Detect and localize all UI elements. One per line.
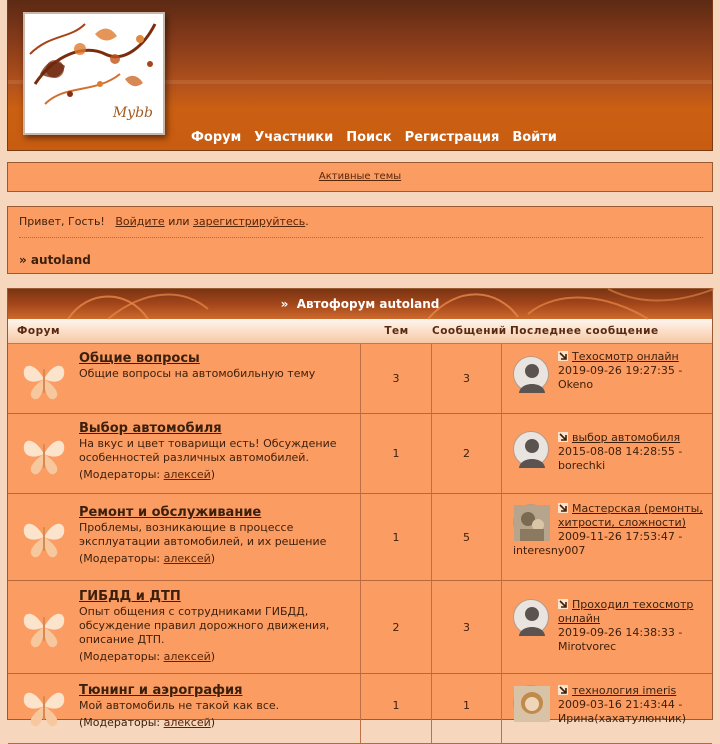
forum-cell bbox=[8, 344, 361, 413]
category-header bbox=[8, 289, 712, 319]
last-post-cell bbox=[502, 674, 712, 743]
last-post-link[interactable]: Техосмотр онлайн bbox=[572, 350, 679, 363]
greeting-dot: . bbox=[305, 215, 309, 228]
last-post-cell bbox=[502, 581, 712, 673]
last-post-user[interactable]: interesny007 bbox=[513, 544, 586, 557]
moderators-label: (Модераторы: bbox=[79, 552, 164, 565]
or-text: или bbox=[168, 215, 190, 228]
col-topics: Тем bbox=[384, 325, 409, 337]
forum-description: Общие вопросы на автомобильную тему bbox=[79, 367, 316, 380]
category-arrows-icon: » bbox=[280, 297, 297, 311]
new-post-arrow-icon[interactable] bbox=[558, 351, 568, 361]
posts-count: 5 bbox=[432, 494, 502, 580]
last-post-user[interactable]: Mirotvorec bbox=[558, 640, 617, 653]
moderators-line: (Модераторы: алексей) bbox=[79, 552, 216, 565]
moderator-link[interactable]: алексей bbox=[163, 716, 211, 729]
last-post-user[interactable]: Okeno bbox=[558, 378, 594, 391]
welcome-panel bbox=[7, 206, 713, 274]
active-topics-bar bbox=[7, 162, 713, 192]
col-posts: Сообщений bbox=[432, 325, 507, 337]
butterfly-forum-icon bbox=[20, 355, 68, 403]
forum-cell bbox=[8, 494, 361, 580]
forum-cell bbox=[8, 674, 361, 743]
login-link[interactable]: Войдите bbox=[115, 215, 165, 228]
moderators-line: (Модераторы: алексей) bbox=[79, 468, 216, 481]
topics-count: 1 bbox=[361, 674, 432, 743]
forum-name-link[interactable]: Тюнинг и аэрография bbox=[79, 683, 243, 698]
posts-count: 3 bbox=[432, 581, 502, 673]
last-post-cell bbox=[502, 414, 712, 493]
welcome-divider bbox=[19, 237, 703, 238]
forum-row bbox=[8, 344, 712, 414]
last-post-link[interactable]: выбор автомобиля bbox=[572, 431, 681, 444]
last-post-link[interactable]: Проходил техосмотр онлайн bbox=[558, 598, 694, 625]
last-post-date: 2009-11-26 17:53:47 - bbox=[558, 530, 683, 543]
topics-count: 1 bbox=[361, 494, 432, 580]
moderators-line: (Модераторы: алексей) bbox=[79, 716, 216, 729]
topics-count: 2 bbox=[361, 581, 432, 673]
last-post-date: 2019-09-26 14:38:33 - bbox=[558, 626, 683, 639]
default-avatar-icon[interactable] bbox=[513, 356, 549, 392]
posts-count: 2 bbox=[432, 414, 502, 493]
last-post-cell bbox=[502, 344, 712, 413]
last-post-date: 2015-08-08 14:28:55 - bbox=[558, 445, 683, 458]
nav-members[interactable]: Участники bbox=[254, 130, 334, 145]
main-nav bbox=[191, 130, 557, 145]
nav-search[interactable]: Поиск bbox=[346, 130, 392, 145]
topics-count: 3 bbox=[361, 344, 432, 413]
new-post-arrow-icon[interactable] bbox=[558, 685, 568, 695]
last-post-date: 2009-03-16 21:43:44 - bbox=[558, 698, 683, 711]
greeting-line bbox=[19, 215, 701, 228]
moderator-link[interactable]: алексей bbox=[163, 468, 211, 481]
new-post-arrow-icon[interactable] bbox=[558, 599, 568, 609]
posts-count: 1 bbox=[432, 674, 502, 743]
moderators-label: (Модераторы: bbox=[79, 716, 164, 729]
moderator-link[interactable]: алексей bbox=[163, 650, 211, 663]
butterfly-forum-icon bbox=[20, 513, 68, 561]
nav-forum[interactable]: Форум bbox=[191, 130, 242, 145]
forum-cell bbox=[8, 414, 361, 493]
last-post-cell bbox=[502, 494, 712, 580]
moderators-line: (Модераторы: алексей) bbox=[79, 650, 216, 663]
user-avatar[interactable] bbox=[513, 504, 549, 540]
logo-text: Mybb bbox=[112, 105, 153, 121]
col-last-post: Последнее сообщение bbox=[510, 325, 659, 337]
posts-count: 3 bbox=[432, 344, 502, 413]
forum-row bbox=[8, 674, 712, 744]
default-avatar-icon[interactable] bbox=[513, 431, 549, 467]
last-post-user[interactable]: borechki bbox=[558, 459, 606, 472]
moderators-label: (Модераторы: bbox=[79, 468, 164, 481]
forum-name-link[interactable]: ГИБДД и ДТП bbox=[79, 589, 181, 604]
site-header bbox=[7, 0, 713, 151]
moderator-link[interactable]: алексей bbox=[163, 552, 211, 565]
butterfly-forum-icon bbox=[20, 430, 68, 478]
last-post-link[interactable]: технология imeris bbox=[572, 684, 677, 697]
moderators-label: (Модераторы: bbox=[79, 650, 164, 663]
breadcrumb[interactable]: » autoland bbox=[19, 253, 91, 267]
register-link[interactable]: зарегистрируйтесь bbox=[193, 215, 306, 228]
last-post-user[interactable]: Ирина(хахатулюнчик) bbox=[558, 712, 687, 725]
forum-name-link[interactable]: Общие вопросы bbox=[79, 351, 200, 366]
site-logo[interactable] bbox=[23, 12, 165, 135]
forum-cell bbox=[8, 581, 361, 673]
nav-login[interactable]: Войти bbox=[512, 130, 557, 145]
nav-register[interactable]: Регистрация bbox=[404, 130, 500, 145]
forum-description: На вкус и цвет товарищи есть! Обсуждение особенностей различных автомобилей. bbox=[79, 437, 337, 464]
butterfly-forum-icon bbox=[20, 682, 68, 730]
topics-count: 1 bbox=[361, 414, 432, 493]
forum-row bbox=[8, 494, 712, 581]
forum-row bbox=[8, 414, 712, 494]
last-post-link[interactable]: Мастерская (ремонты, хитрости, сложности) bbox=[558, 502, 703, 529]
last-post-date: 2019-09-26 19:27:35 - bbox=[558, 364, 683, 377]
category-title[interactable]: Автофорум autoland bbox=[296, 297, 440, 311]
default-avatar-icon[interactable] bbox=[513, 599, 549, 635]
forum-row bbox=[8, 581, 712, 674]
column-headers bbox=[8, 319, 712, 344]
user-avatar[interactable] bbox=[513, 685, 549, 721]
forum-description: Проблемы, возникающие в процессе эксплуатации автомобилей, и их решение bbox=[79, 521, 327, 548]
new-post-arrow-icon[interactable] bbox=[558, 432, 568, 442]
greeting-text: Привет, Гость! bbox=[19, 215, 105, 228]
new-post-arrow-icon[interactable] bbox=[558, 503, 568, 513]
active-topics-link[interactable]: Активные темы bbox=[318, 171, 402, 182]
forum-description: Опыт общения с сотрудниками ГИБДД, обсуждение правил дорожного движения, описание ДТП. bbox=[79, 605, 330, 646]
forum-description: Мой автомобиль не такой как все. bbox=[79, 699, 280, 712]
butterfly-forum-icon bbox=[20, 603, 68, 651]
forum-category bbox=[7, 288, 713, 729]
col-forum: Форум bbox=[17, 325, 61, 337]
forum-name-link[interactable]: Выбор автомобиля bbox=[79, 421, 222, 436]
forum-name-link[interactable]: Ремонт и обслуживание bbox=[79, 505, 262, 520]
